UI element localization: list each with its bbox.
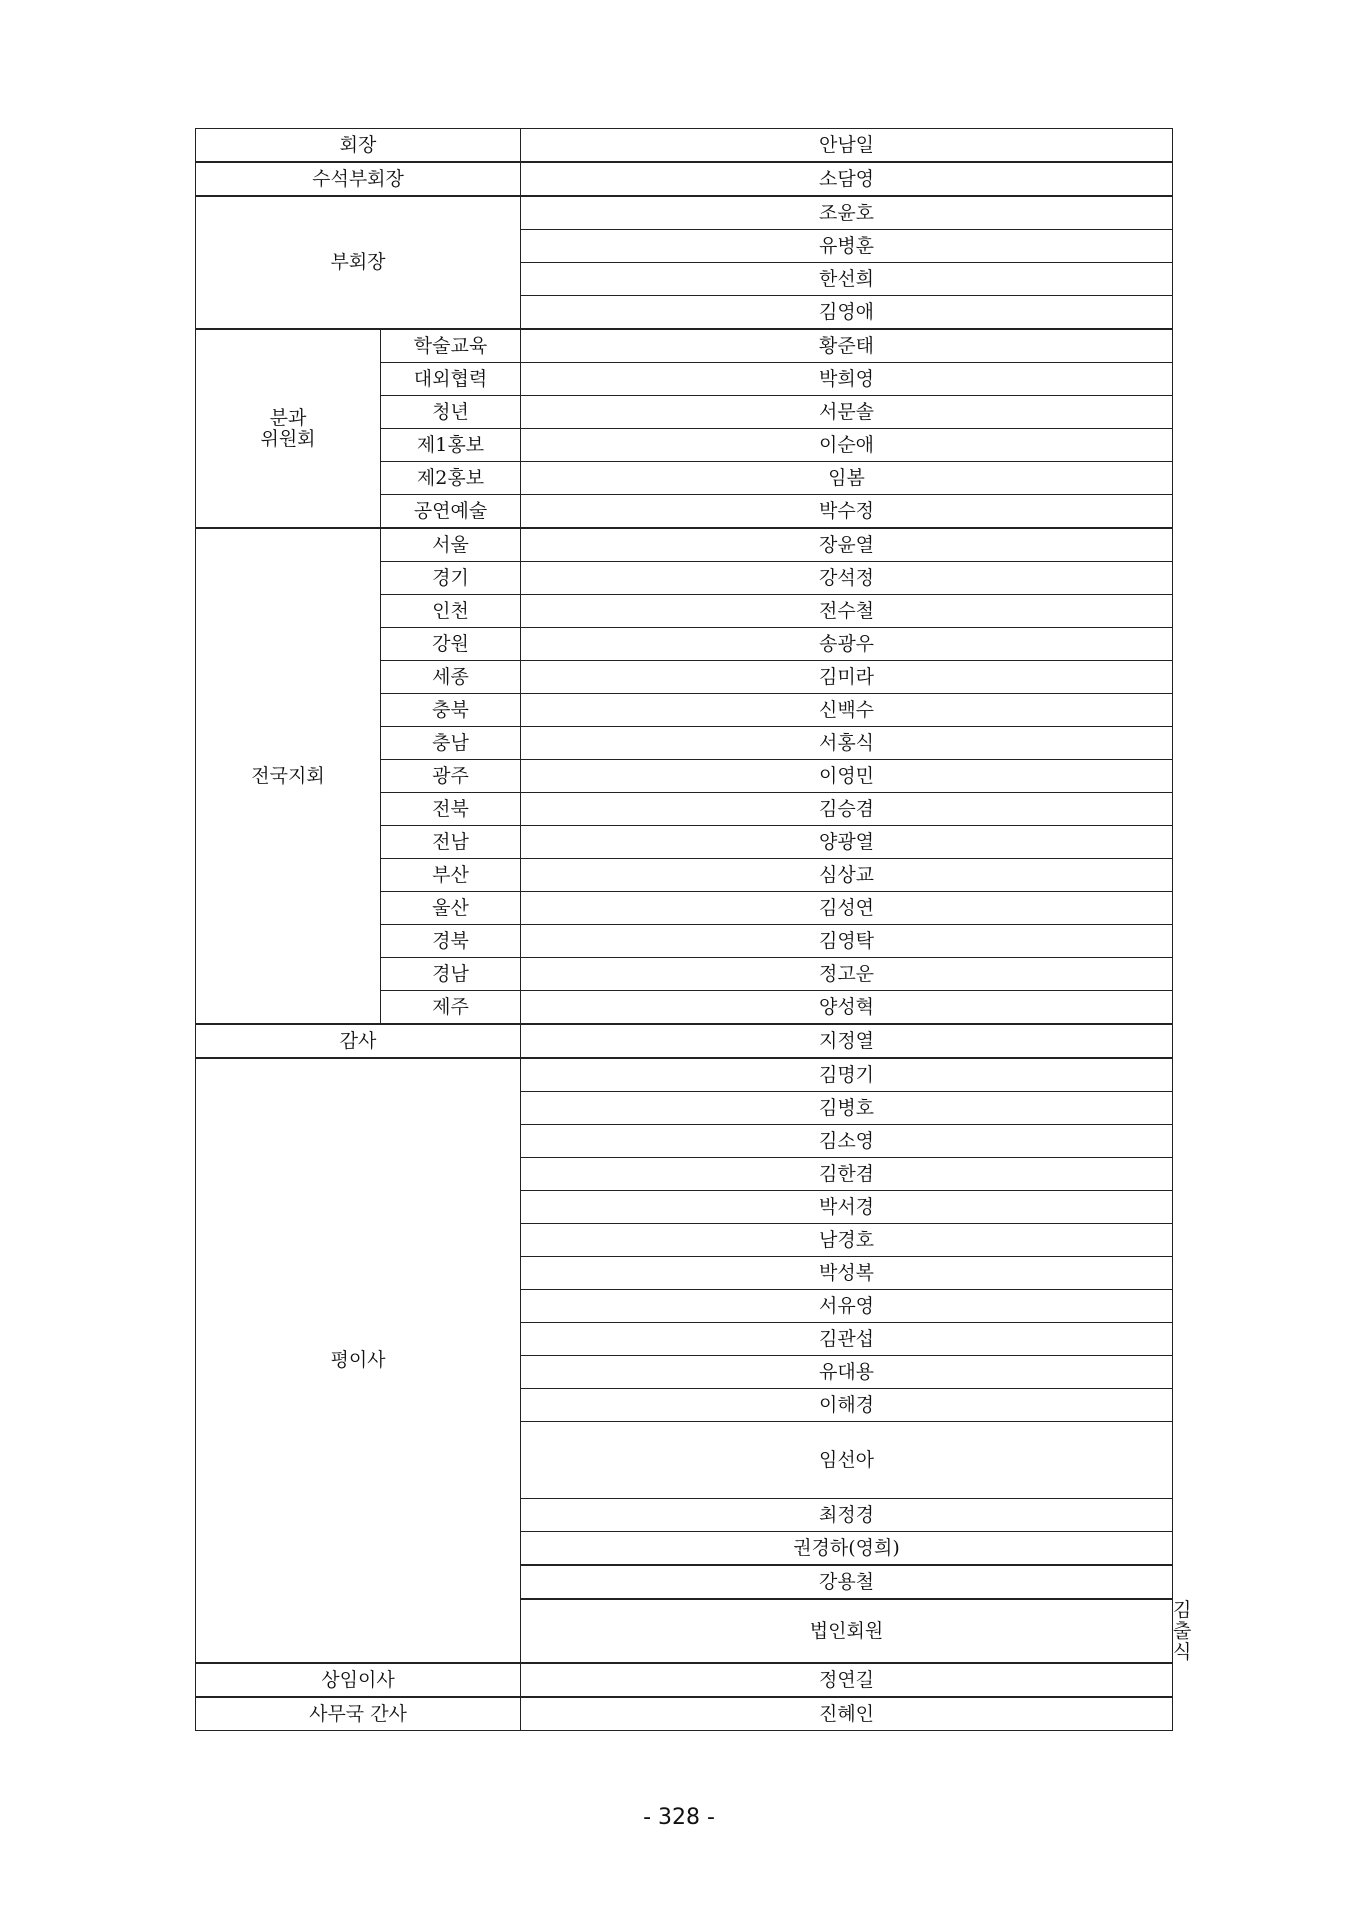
member-name: 황준태 (521, 329, 1173, 363)
role-label: 수석부회장 (196, 162, 521, 196)
table-row (196, 1024, 1173, 1058)
member-name: 김성연 (521, 892, 1173, 925)
member-name: 김영탁 (521, 925, 1173, 958)
sub-label: 부산 (381, 859, 521, 892)
member-name: 양성혁 (521, 991, 1173, 1025)
table-row (196, 528, 1173, 562)
member-name: 강석정 (521, 562, 1173, 595)
member-name: 유대용 (521, 1356, 1173, 1389)
member-name: 양광열 (521, 826, 1173, 859)
member-name: 강용철 (521, 1565, 1173, 1599)
member-name: 장윤열 (521, 528, 1173, 562)
member-name: 김소영 (521, 1125, 1173, 1158)
member-name: 김병호 (521, 1092, 1173, 1125)
table-row (196, 129, 1173, 163)
member-name: 박성복 (521, 1257, 1173, 1290)
role-label: 분과 위원회 (196, 329, 381, 528)
sub-label: 인천 (381, 595, 521, 628)
officer-roster (195, 128, 1192, 1731)
page-number: - 328 - (643, 1805, 715, 1830)
sub-label: 경북 (381, 925, 521, 958)
table-row: 법인회원 김출식 (196, 1599, 1173, 1663)
member-name: 김관섭 (521, 1323, 1173, 1356)
member-name: 한선희 (521, 263, 1173, 296)
member-name: 이해경 (521, 1389, 1173, 1422)
member-name: 박희영 (521, 363, 1173, 396)
member-name: 전수철 (521, 595, 1173, 628)
member-name: 박서경 (521, 1191, 1173, 1224)
member-name: 정고운 (521, 958, 1173, 991)
role-label: 부회장 (196, 196, 521, 329)
table-row (196, 162, 1173, 196)
sub-label: 서울 (381, 528, 521, 562)
officer-table (195, 128, 1192, 1731)
sub-label: 세종 (381, 661, 521, 694)
member-name: 심상교 (521, 859, 1173, 892)
member-name: 송광우 (521, 628, 1173, 661)
member-name: 서유영 (521, 1290, 1173, 1323)
sub-label: 충북 (381, 694, 521, 727)
member-name: 서홍식 (521, 727, 1173, 760)
member-name: 김한겸 (521, 1158, 1173, 1191)
sub-label: 경남 (381, 958, 521, 991)
member-name: 진혜인 (521, 1697, 1173, 1731)
sub-label: 대외협력 (381, 363, 521, 396)
sub-label: 공연예술 (381, 495, 521, 529)
member-name: 지정열 (521, 1024, 1173, 1058)
member-name: 유병훈 (521, 230, 1173, 263)
table-row (196, 196, 1173, 230)
role-label: 평이사 (196, 1058, 521, 1663)
member-name: 정연길 (521, 1663, 1173, 1697)
sub-label: 학술교육 (381, 329, 521, 363)
sub-label: 제2홍보 (381, 462, 521, 495)
member-name: 임선아 (521, 1422, 1173, 1499)
member-name: 남경호 (521, 1224, 1173, 1257)
member-name: 김명기 (521, 1058, 1173, 1092)
member-name: 김미라 (521, 661, 1173, 694)
sub-label: 경기 (381, 562, 521, 595)
sub-label: 전북 (381, 793, 521, 826)
table-row (196, 1058, 1173, 1092)
member-name: 박수정 (521, 495, 1173, 529)
member-name: 이순애 (521, 429, 1173, 462)
role-label: 회장 (196, 129, 521, 163)
member-name: 최정경 (521, 1499, 1173, 1532)
sub-label: 청년 (381, 396, 521, 429)
role-label: 전국지회 (196, 528, 381, 1024)
member-name: 임봄 (521, 462, 1173, 495)
member-name: 안남일 (521, 129, 1173, 163)
member-name: 김승겸 (521, 793, 1173, 826)
table-row (196, 1697, 1173, 1731)
sub-label: 충남 (381, 727, 521, 760)
role-label: 사무국 간사 (196, 1697, 521, 1731)
member-name: 조윤호 (521, 196, 1173, 230)
role-label: 감사 (196, 1024, 521, 1058)
role-label: 상임이사 (196, 1663, 521, 1697)
member-name: 소담영 (521, 162, 1173, 196)
role-label: 법인회원 (521, 1599, 1173, 1663)
sub-label: 제주 (381, 991, 521, 1025)
sub-label: 전남 (381, 826, 521, 859)
member-name: 서문솔 (521, 396, 1173, 429)
sub-label: 제1홍보 (381, 429, 521, 462)
sub-label: 강원 (381, 628, 521, 661)
sub-label: 울산 (381, 892, 521, 925)
member-name: 김영애 (521, 296, 1173, 330)
table-row (196, 329, 1173, 363)
member-name: 신백수 (521, 694, 1173, 727)
member-name: 이영민 (521, 760, 1173, 793)
table-row (196, 1663, 1173, 1697)
member-name: 권경하(영희) (521, 1532, 1173, 1566)
sub-label: 광주 (381, 760, 521, 793)
